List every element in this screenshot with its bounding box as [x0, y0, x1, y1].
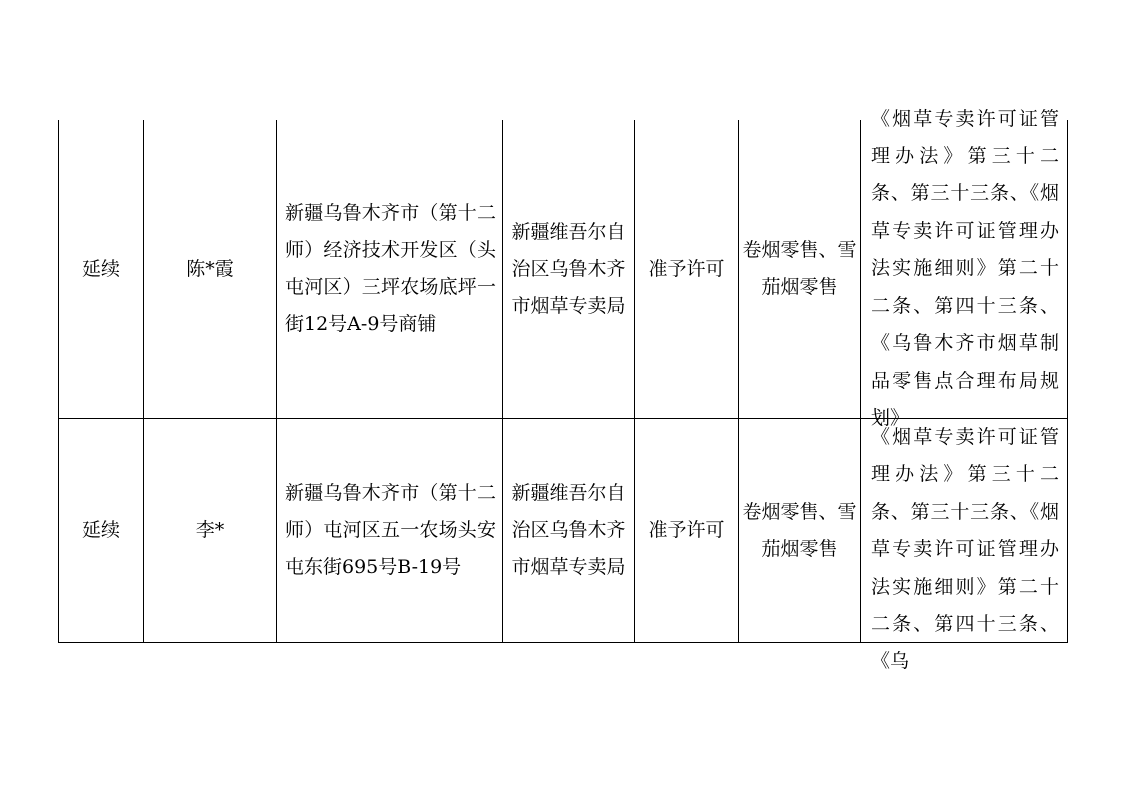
- table-row: [59, 120, 1068, 419]
- applicant-name-cell: 陈*霞: [144, 120, 277, 419]
- address-cell: 新疆乌鲁木齐市（第十二师）经济技术开发区（头屯河区）三坪农场底坪一街12号A-9号商铺: [277, 120, 503, 419]
- license-table: [58, 107, 1068, 673]
- decision-cell: 准予许可: [635, 419, 739, 643]
- legal-basis-text: 《烟草专卖许可证管理办法》第三十二条、第三十三条、《烟草专卖许可证管理办法实施细则》第二十二条、第四十三条、《乌: [871, 426, 1059, 673]
- legal-basis-cell: [861, 107, 1068, 429]
- legal-basis-text: 《烟草专卖许可证管理办法》第三十二条、第三十三条、《烟草专卖许可证管理办法实施细则》第二十二条、第四十三条、《乌鲁木齐市烟草制品零售点合理布局规划》: [871, 107, 1059, 429]
- legal-basis-cell: [861, 419, 1068, 673]
- authority-cell: 新疆维吾尔自治区乌鲁木齐市烟草专卖局: [503, 419, 635, 643]
- decision-cell: 准予许可: [635, 120, 739, 419]
- address-cell: 新疆乌鲁木齐市（第十二师）屯河区五一农场头安屯东街695号B-19号: [277, 419, 503, 643]
- scope-cell: 卷烟零售、雪茄烟零售: [739, 419, 861, 643]
- table-row: [59, 419, 1068, 643]
- scope-cell: 卷烟零售、雪茄烟零售: [739, 120, 861, 419]
- authority-cell: 新疆维吾尔自治区乌鲁木齐市烟草专卖局: [503, 120, 635, 419]
- permit-type-cell: 延续: [59, 120, 144, 419]
- permit-type-cell: 延续: [59, 419, 144, 643]
- applicant-name-cell: 李*: [144, 419, 277, 643]
